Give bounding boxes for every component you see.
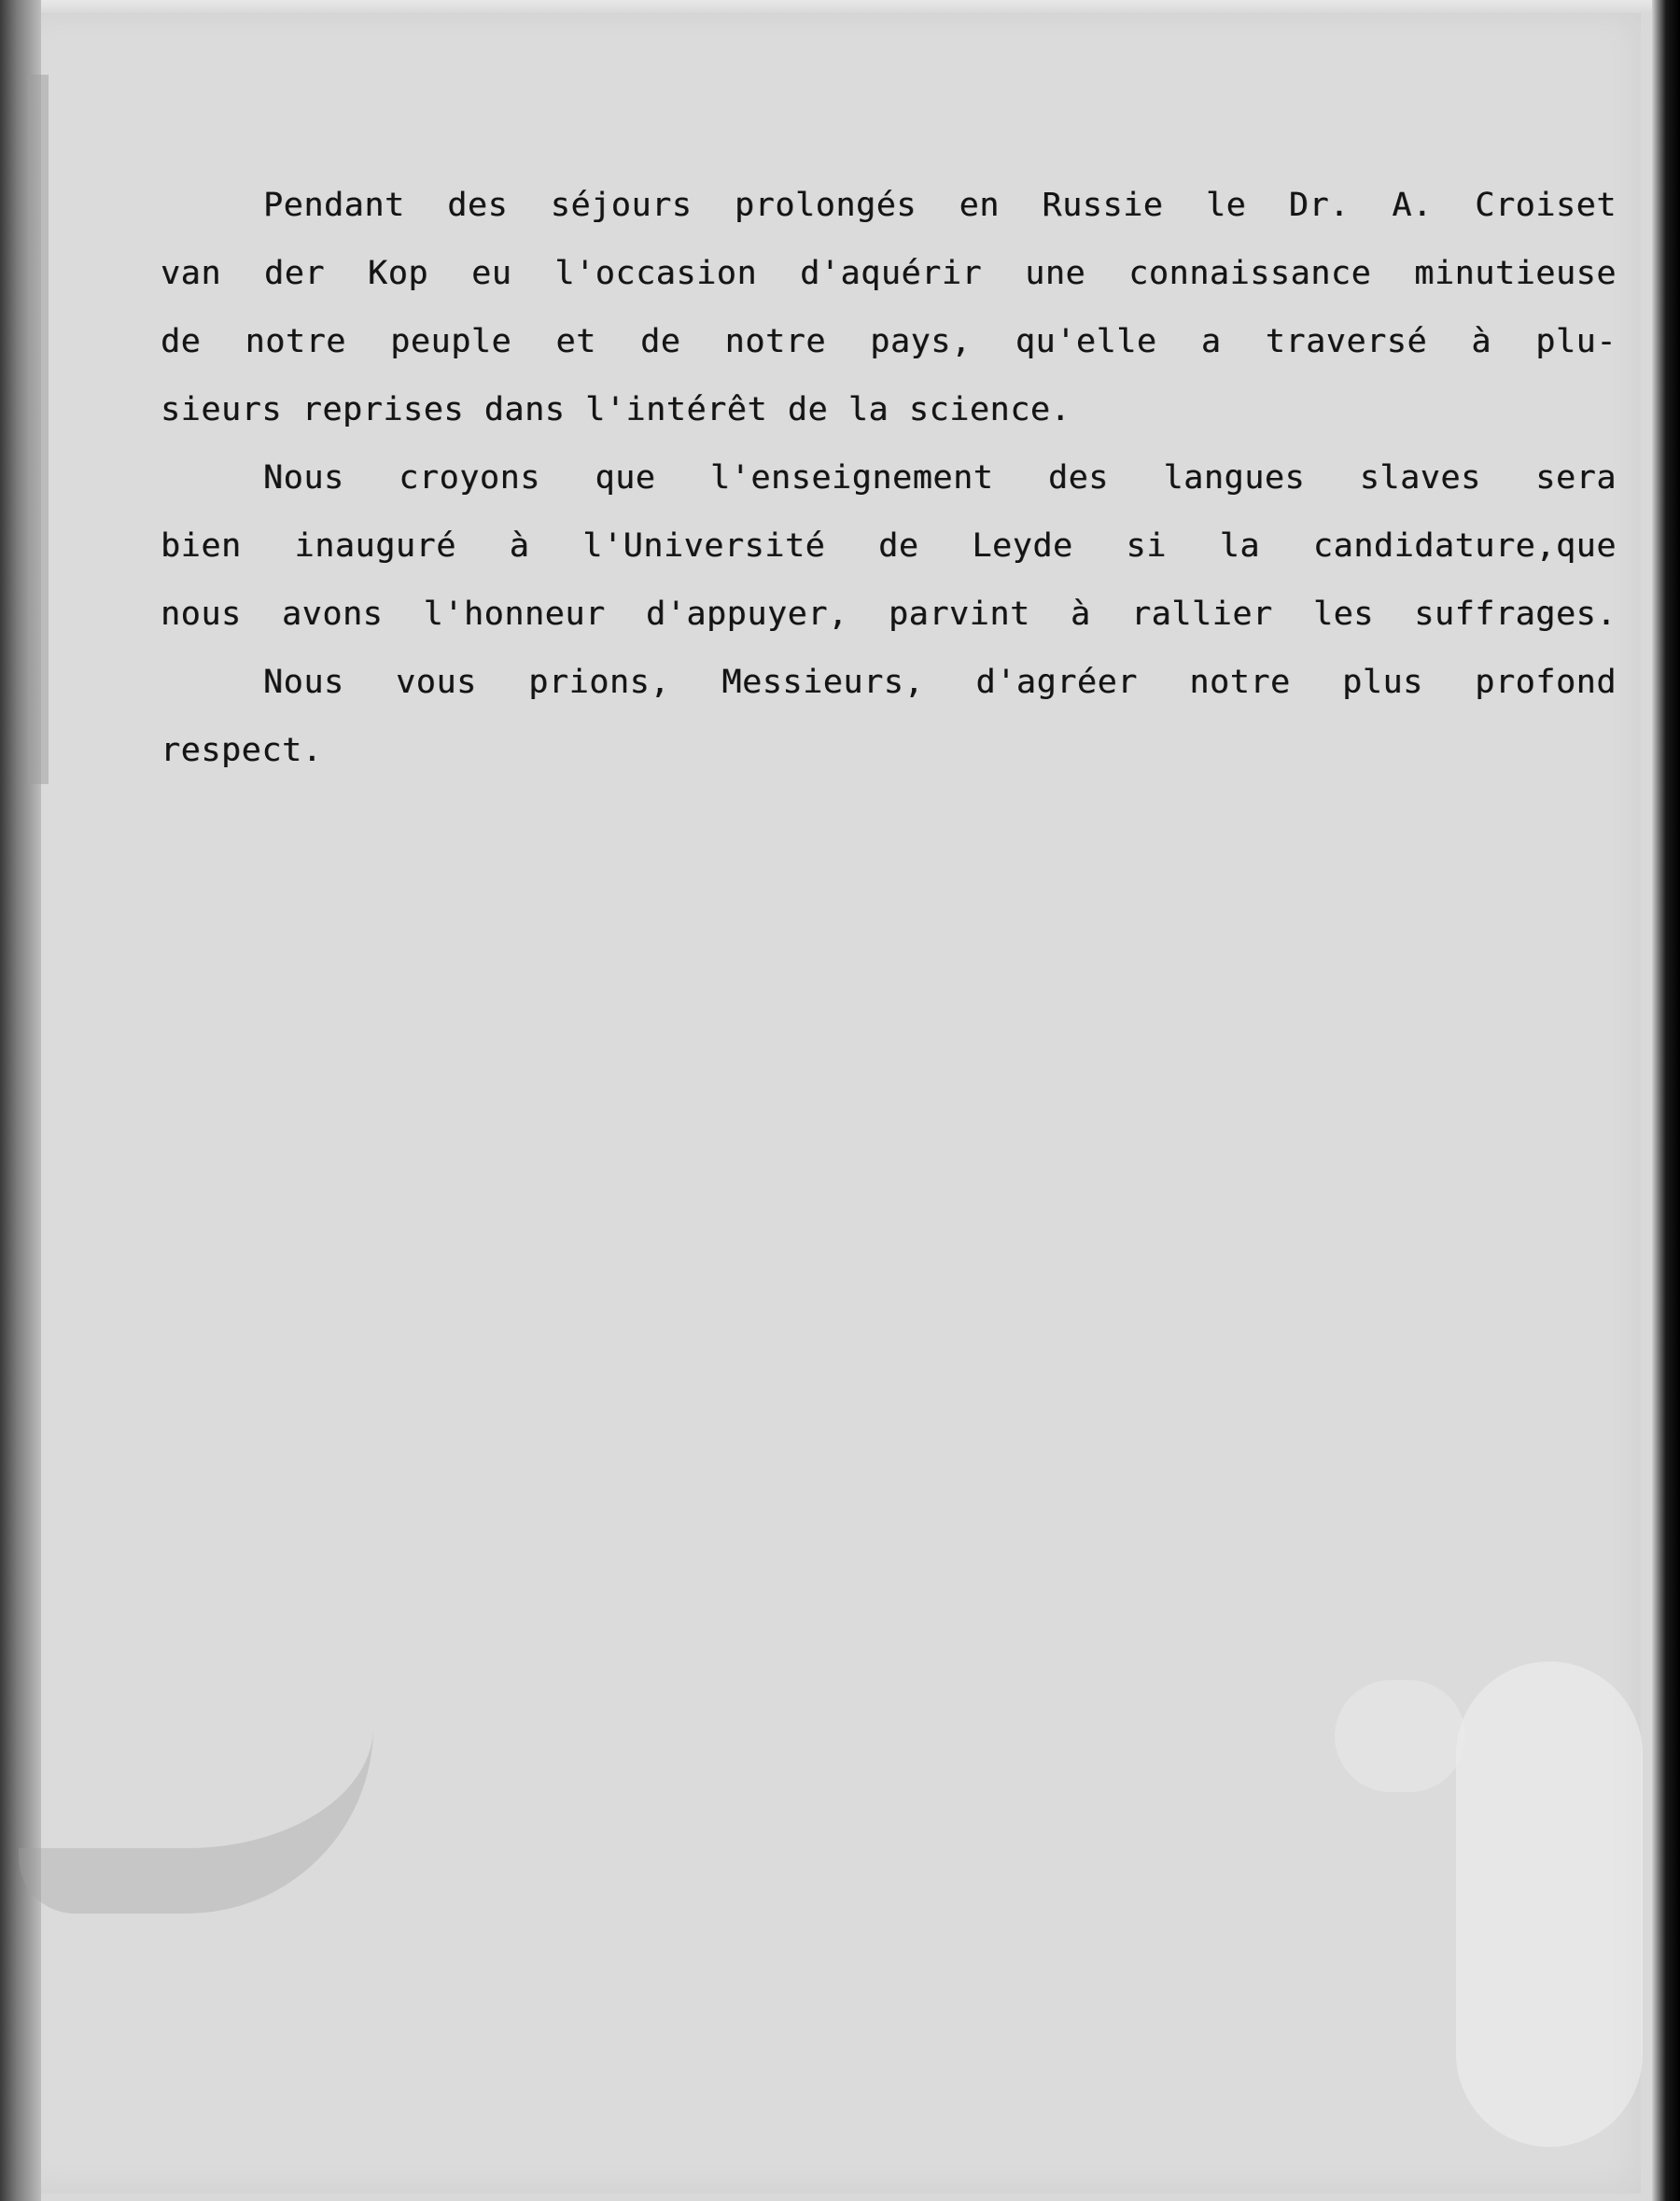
top-edge [0, 0, 1680, 13]
text-line: de notre peuple et de notre pays, qu'elle a traversé à plu- [161, 323, 1617, 360]
watermark-blob [1456, 1661, 1643, 2147]
left-shadow-strip [28, 75, 49, 784]
text-line: van der Kop eu l'occasion d'aquérir une connaissance minutieuse [161, 255, 1617, 292]
text-line: Pendant des séjours prolongés en Russie le Dr. A. Croiset [263, 187, 1617, 224]
right-scan-edge [1652, 0, 1680, 2201]
text-line: sieurs reprises dans l'intérêt de la science. [161, 391, 1071, 428]
text-line: nous avons l'honneur d'appuyer, parvint à rallier les suffrages. [161, 596, 1617, 633]
text-line: Nous croyons que l'enseignement des langues slaves sera [263, 459, 1617, 497]
text-line: bien inauguré à l'Université de Leyde si la candidature,que [161, 527, 1617, 565]
text-line: Nous vous prions, Messieurs, d'agréer notre plus profond [263, 664, 1617, 701]
watermark-blob-small [1335, 1680, 1465, 1792]
text-line: respect. [161, 732, 323, 769]
letter-body [161, 172, 1635, 785]
